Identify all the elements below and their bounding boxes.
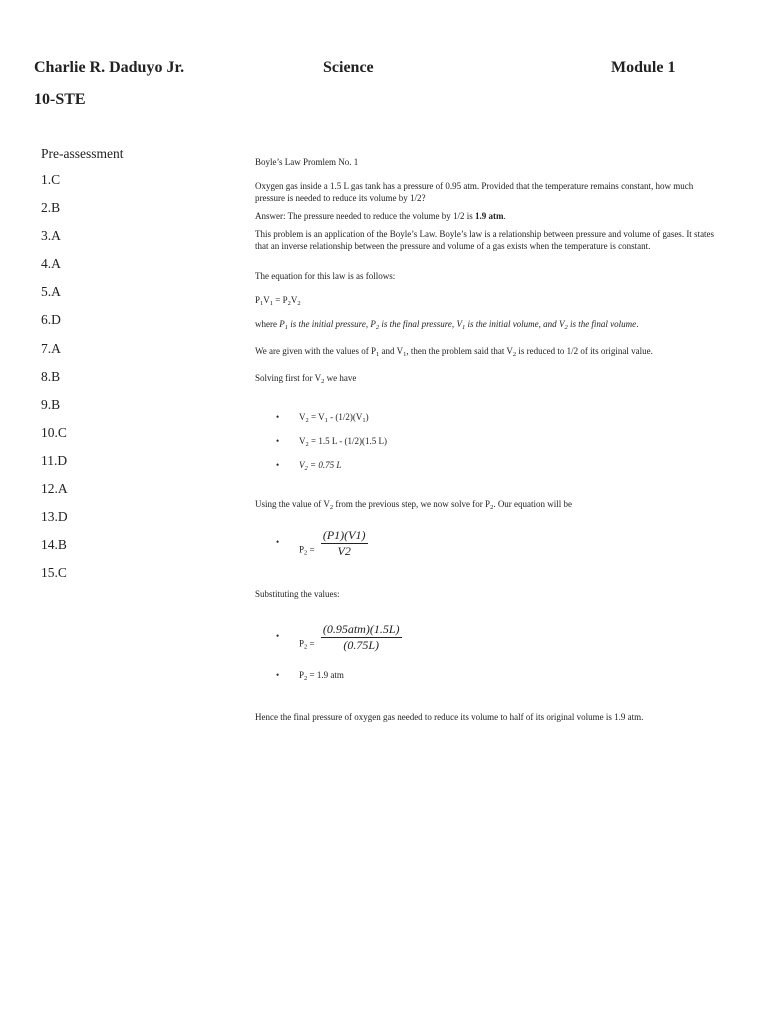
bullet-icon: • [276, 412, 280, 422]
answer-item: 2.B [41, 200, 61, 216]
student-name: Charlie R. Daduyo Jr. [34, 59, 185, 76]
problem-explanation: This problem is an application of the Boyle’s Law. Boyle’s law is a relationship between pressure and volume of gases. It states that an inverse relationship between the pressure and volume of a gas exists when the temperature is constant. [255, 229, 715, 251]
answer-item: 10.C [41, 424, 67, 440]
answer-item: 12.A [41, 481, 68, 497]
bullet-icon: • [276, 436, 280, 446]
pressure-substitution: • $P_2$ = $\frac{\text{(0.95atm)(1.5L)}}{(0.75L)}$ [276, 622, 400, 652]
solving-intro: Solving first for $V_2$ we have [255, 373, 357, 385]
module-title: Module 1 [611, 59, 676, 76]
fraction: $\frac{(P1)(V1)}{V2}$ [322, 528, 366, 558]
answer-item: 8.B [41, 368, 61, 384]
subject-title: Science [323, 59, 374, 76]
fraction: $\frac{\text{(0.95atm)(1.5L)}}{(0.75L)}$ [322, 622, 400, 652]
preassessment-list [41, 146, 123, 592]
bullet-icon: • [276, 631, 280, 641]
answer-value: 1.9 atm [475, 211, 504, 221]
using-v2: Using the value of $V_2$ from the previous step, we now solve for $P_2$. Our equation will be [255, 499, 573, 511]
variable-definitions: where $P_1$ is the initial pressure, $P_2$ is the final pressure, $V_1$ is the initial volume, and $V_2$ is the final volume. [255, 319, 639, 331]
equation-intro: The equation for this law is as follows: [255, 271, 396, 281]
answer-item: 7.A [41, 340, 61, 356]
v2-step-3: • $V_2 = 0.75$ L [276, 460, 342, 472]
pressure-result: • $P_2 = 1.9$ atm [276, 670, 344, 682]
bullet-icon: • [276, 537, 280, 547]
section-label: 10-STE [34, 91, 86, 108]
bullet-icon: • [276, 460, 280, 470]
boyles-equation: $P_1V_1 = P_2V_2$ [255, 295, 301, 307]
answer-item: 4.A [41, 256, 61, 272]
v2-step-1: • $V_2 = V_1 - (1/2)(V_1)$ [276, 412, 369, 424]
answer-item: 1.C [41, 172, 61, 187]
given-values: We are given with the values of $P_1$ and $V_1$, then the problem said that $V_2$ is reduced to 1/2 of its original value. [255, 346, 653, 358]
v2-step-2: • $V_2 = 1.5$ L - (1/2)(1.5 L) [276, 436, 387, 448]
problem-content [255, 156, 725, 723]
answer-item: 15.C [41, 565, 67, 581]
answer-item: 13.D [41, 509, 68, 525]
answer-item: 9.B [41, 396, 61, 412]
pressure-formula: • $P_2$ = $\frac{(P1)(V1)}{V2}$ [276, 528, 366, 558]
answer-item: 3.A [41, 228, 61, 244]
answer-item: 11.D [41, 452, 68, 468]
answer-item: 6.D [41, 312, 61, 328]
substituting-label: Substituting the values: [255, 589, 340, 599]
bullet-icon: • [276, 670, 280, 680]
preassessment-title: Pre-assessment [41, 146, 124, 161]
problem-question: Oxygen gas inside a 1.5 L gas tank has a pressure of 0.95 atm. Provided that the temperature remains constant, how much pressure is needed to reduce its volume by 1/2? [255, 181, 694, 203]
answer-item: 14.B [41, 537, 67, 553]
problem-answer: Answer: The pressure needed to reduce the volume by 1/2 is 1.9 atm. [255, 211, 506, 221]
answer-item: 5.A [41, 284, 61, 300]
conclusion: Hence the final pressure of oxygen gas needed to reduce its volume to half of its original volume is 1.9 atm. [255, 712, 644, 722]
problem-title: Boyle’s Law Promlem No. 1 [255, 157, 359, 167]
